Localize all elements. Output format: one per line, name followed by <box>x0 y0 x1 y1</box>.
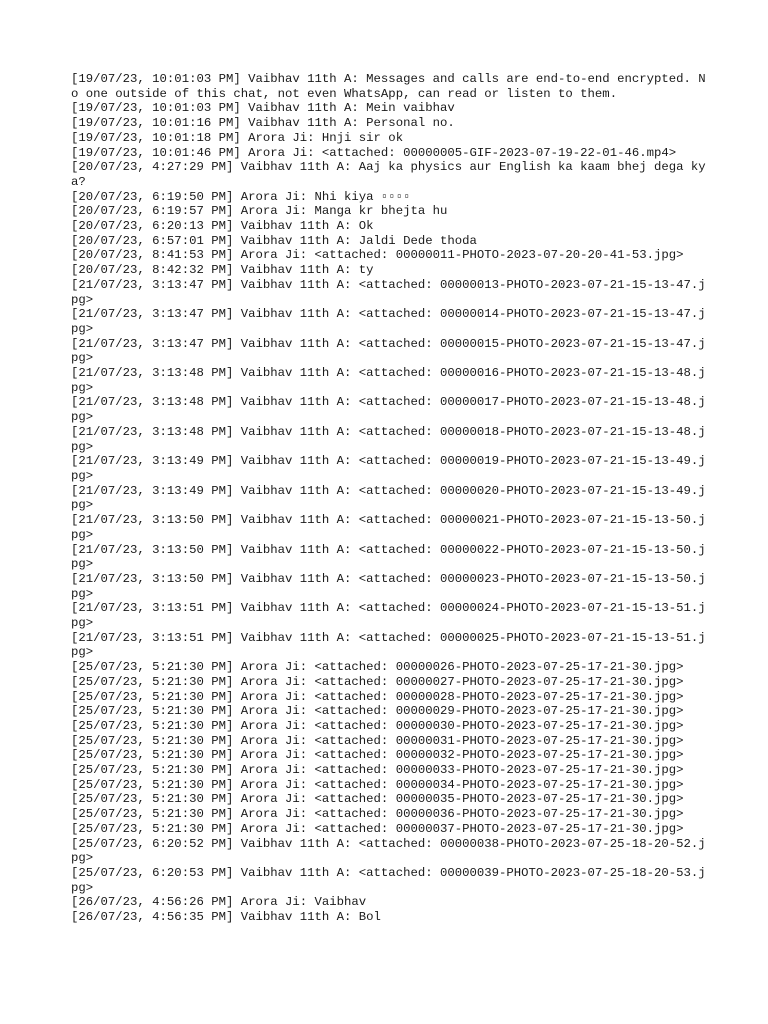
chat-line: [21/07/23, 3:13:48 PM] Vaibhav 11th A: <attached: 00000018-PHOTO-2023-07-21-15-13-48.jpg> <box>71 424 706 454</box>
chat-line: [20/07/23, 8:41:53 PM] Arora Ji: <attached: 00000011-PHOTO-2023-07-20-20-41-53.jpg> <box>71 248 684 263</box>
chat-line: [25/07/23, 5:21:30 PM] Arora Ji: <attached: 00000035-PHOTO-2023-07-25-17-21-30.jpg> <box>71 792 684 807</box>
chat-line: [21/07/23, 3:13:49 PM] Vaibhav 11th A: <attached: 00000020-PHOTO-2023-07-21-15-13-49.jpg> <box>71 483 706 513</box>
chat-line: [21/07/23, 3:13:47 PM] Vaibhav 11th A: <attached: 00000013-PHOTO-2023-07-21-15-13-47.jpg> <box>71 277 706 307</box>
chat-line: [21/07/23, 3:13:50 PM] Vaibhav 11th A: <attached: 00000023-PHOTO-2023-07-21-15-13-50.jpg> <box>71 571 706 601</box>
chat-line: [20/07/23, 6:19:57 PM] Arora Ji: Manga kr bhejta hu <box>71 204 448 219</box>
chat-line: [25/07/23, 5:21:30 PM] Arora Ji: <attached: 00000033-PHOTO-2023-07-25-17-21-30.jpg> <box>71 763 684 778</box>
chat-line: [25/07/23, 5:21:30 PM] Arora Ji: <attached: 00000034-PHOTO-2023-07-25-17-21-30.jpg> <box>71 777 684 792</box>
chat-line: [21/07/23, 3:13:51 PM] Vaibhav 11th A: <attached: 00000025-PHOTO-2023-07-21-15-13-51.jpg> <box>71 630 706 660</box>
chat-line: [21/07/23, 3:13:51 PM] Vaibhav 11th A: <attached: 00000024-PHOTO-2023-07-21-15-13-51.jpg> <box>71 601 706 631</box>
chat-line: [21/07/23, 3:13:48 PM] Vaibhav 11th A: <attached: 00000017-PHOTO-2023-07-21-15-13-48.jpg> <box>71 395 706 425</box>
chat-line: [25/07/23, 5:21:30 PM] Arora Ji: <attached: 00000029-PHOTO-2023-07-25-17-21-30.jpg> <box>71 704 684 719</box>
chat-line: [26/07/23, 4:56:35 PM] Vaibhav 11th A: Bol <box>71 910 381 925</box>
chat-line: [25/07/23, 5:21:30 PM] Arora Ji: <attached: 00000036-PHOTO-2023-07-25-17-21-30.jpg> <box>71 807 684 822</box>
chat-line: [21/07/23, 3:13:50 PM] Vaibhav 11th A: <attached: 00000021-PHOTO-2023-07-21-15-13-50.jpg> <box>71 513 706 542</box>
chat-line: [19/07/23, 10:01:03 PM] Vaibhav 11th A: Mein vaibhav <box>71 101 455 116</box>
chat-line: [25/07/23, 5:21:30 PM] Arora Ji: <attached: 00000030-PHOTO-2023-07-25-17-21-30.jpg> <box>71 718 684 733</box>
chat-line: [25/07/23, 5:21:30 PM] Arora Ji: <attached: 00000028-PHOTO-2023-07-25-17-21-30.jpg> <box>71 689 684 704</box>
chat-line: [25/07/23, 5:21:30 PM] Arora Ji: <attached: 00000032-PHOTO-2023-07-25-17-21-30.jpg> <box>71 748 684 763</box>
chat-transcript <box>71 72 711 925</box>
chat-line: [19/07/23, 10:01:03 PM] Vaibhav 11th A: Messages and calls are end-to-end encrypted. No one outside of this chat, not even WhatsApp, can read or listen to them. <box>71 72 706 101</box>
chat-line: [20/07/23, 6:57:01 PM] Vaibhav 11th A: Jaldi Dede thoda <box>71 233 477 248</box>
chat-line: [21/07/23, 3:13:49 PM] Vaibhav 11th A: <attached: 00000019-PHOTO-2023-07-21-15-13-49.jpg> <box>71 454 706 483</box>
chat-line: [25/07/23, 5:21:30 PM] Arora Ji: <attached: 00000026-PHOTO-2023-07-25-17-21-30.jpg> <box>71 660 684 675</box>
chat-line: [21/07/23, 3:13:47 PM] Vaibhav 11th A: <attached: 00000014-PHOTO-2023-07-21-15-13-47.jpg> <box>71 307 706 336</box>
chat-line: [25/07/23, 5:21:30 PM] Arora Ji: <attached: 00000031-PHOTO-2023-07-25-17-21-30.jpg> <box>71 733 684 748</box>
chat-line: [19/07/23, 10:01:46 PM] Arora Ji: <attached: 00000005-GIF-2023-07-19-22-01-46.mp4> <box>71 145 677 160</box>
chat-line: [21/07/23, 3:13:47 PM] Vaibhav 11th A: <attached: 00000015-PHOTO-2023-07-21-15-13-47.jpg> <box>71 336 706 366</box>
chat-line: [21/07/23, 3:13:50 PM] Vaibhav 11th A: <attached: 00000022-PHOTO-2023-07-21-15-13-50.jpg> <box>71 542 706 572</box>
chat-line: [26/07/23, 4:56:26 PM] Arora Ji: Vaibhav <box>71 895 367 910</box>
chat-line: [20/07/23, 6:20:13 PM] Vaibhav 11th A: Ok <box>71 219 374 234</box>
chat-line: [19/07/23, 10:01:18 PM] Arora Ji: Hnji sir ok <box>71 130 404 145</box>
chat-line: [20/07/23, 8:42:32 PM] Vaibhav 11th A: ty <box>71 263 374 278</box>
chat-line: [25/07/23, 6:20:52 PM] Vaibhav 11th A: <attached: 00000038-PHOTO-2023-07-25-18-20-52.jpg> <box>71 836 706 866</box>
chat-line: [25/07/23, 6:20:53 PM] Vaibhav 11th A: <attached: 00000039-PHOTO-2023-07-25-18-20-53.jpg> <box>71 865 706 895</box>
chat-line: [20/07/23, 4:27:29 PM] Vaibhav 11th A: Aaj ka physics aur English ka kaam bhej dega kya? <box>71 160 706 189</box>
chat-line: [20/07/23, 6:19:50 PM] Arora Ji: Nhi kiya ▫▫▫▫ <box>71 189 411 204</box>
chat-line: [25/07/23, 5:21:30 PM] Arora Ji: <attached: 00000037-PHOTO-2023-07-25-17-21-30.jpg> <box>71 821 684 836</box>
chat-line: [25/07/23, 5:21:30 PM] Arora Ji: <attached: 00000027-PHOTO-2023-07-25-17-21-30.jpg> <box>71 674 684 689</box>
chat-line: [19/07/23, 10:01:16 PM] Vaibhav 11th A: Personal no. <box>71 116 455 131</box>
chat-line: [21/07/23, 3:13:48 PM] Vaibhav 11th A: <attached: 00000016-PHOTO-2023-07-21-15-13-48.jpg> <box>71 366 706 395</box>
